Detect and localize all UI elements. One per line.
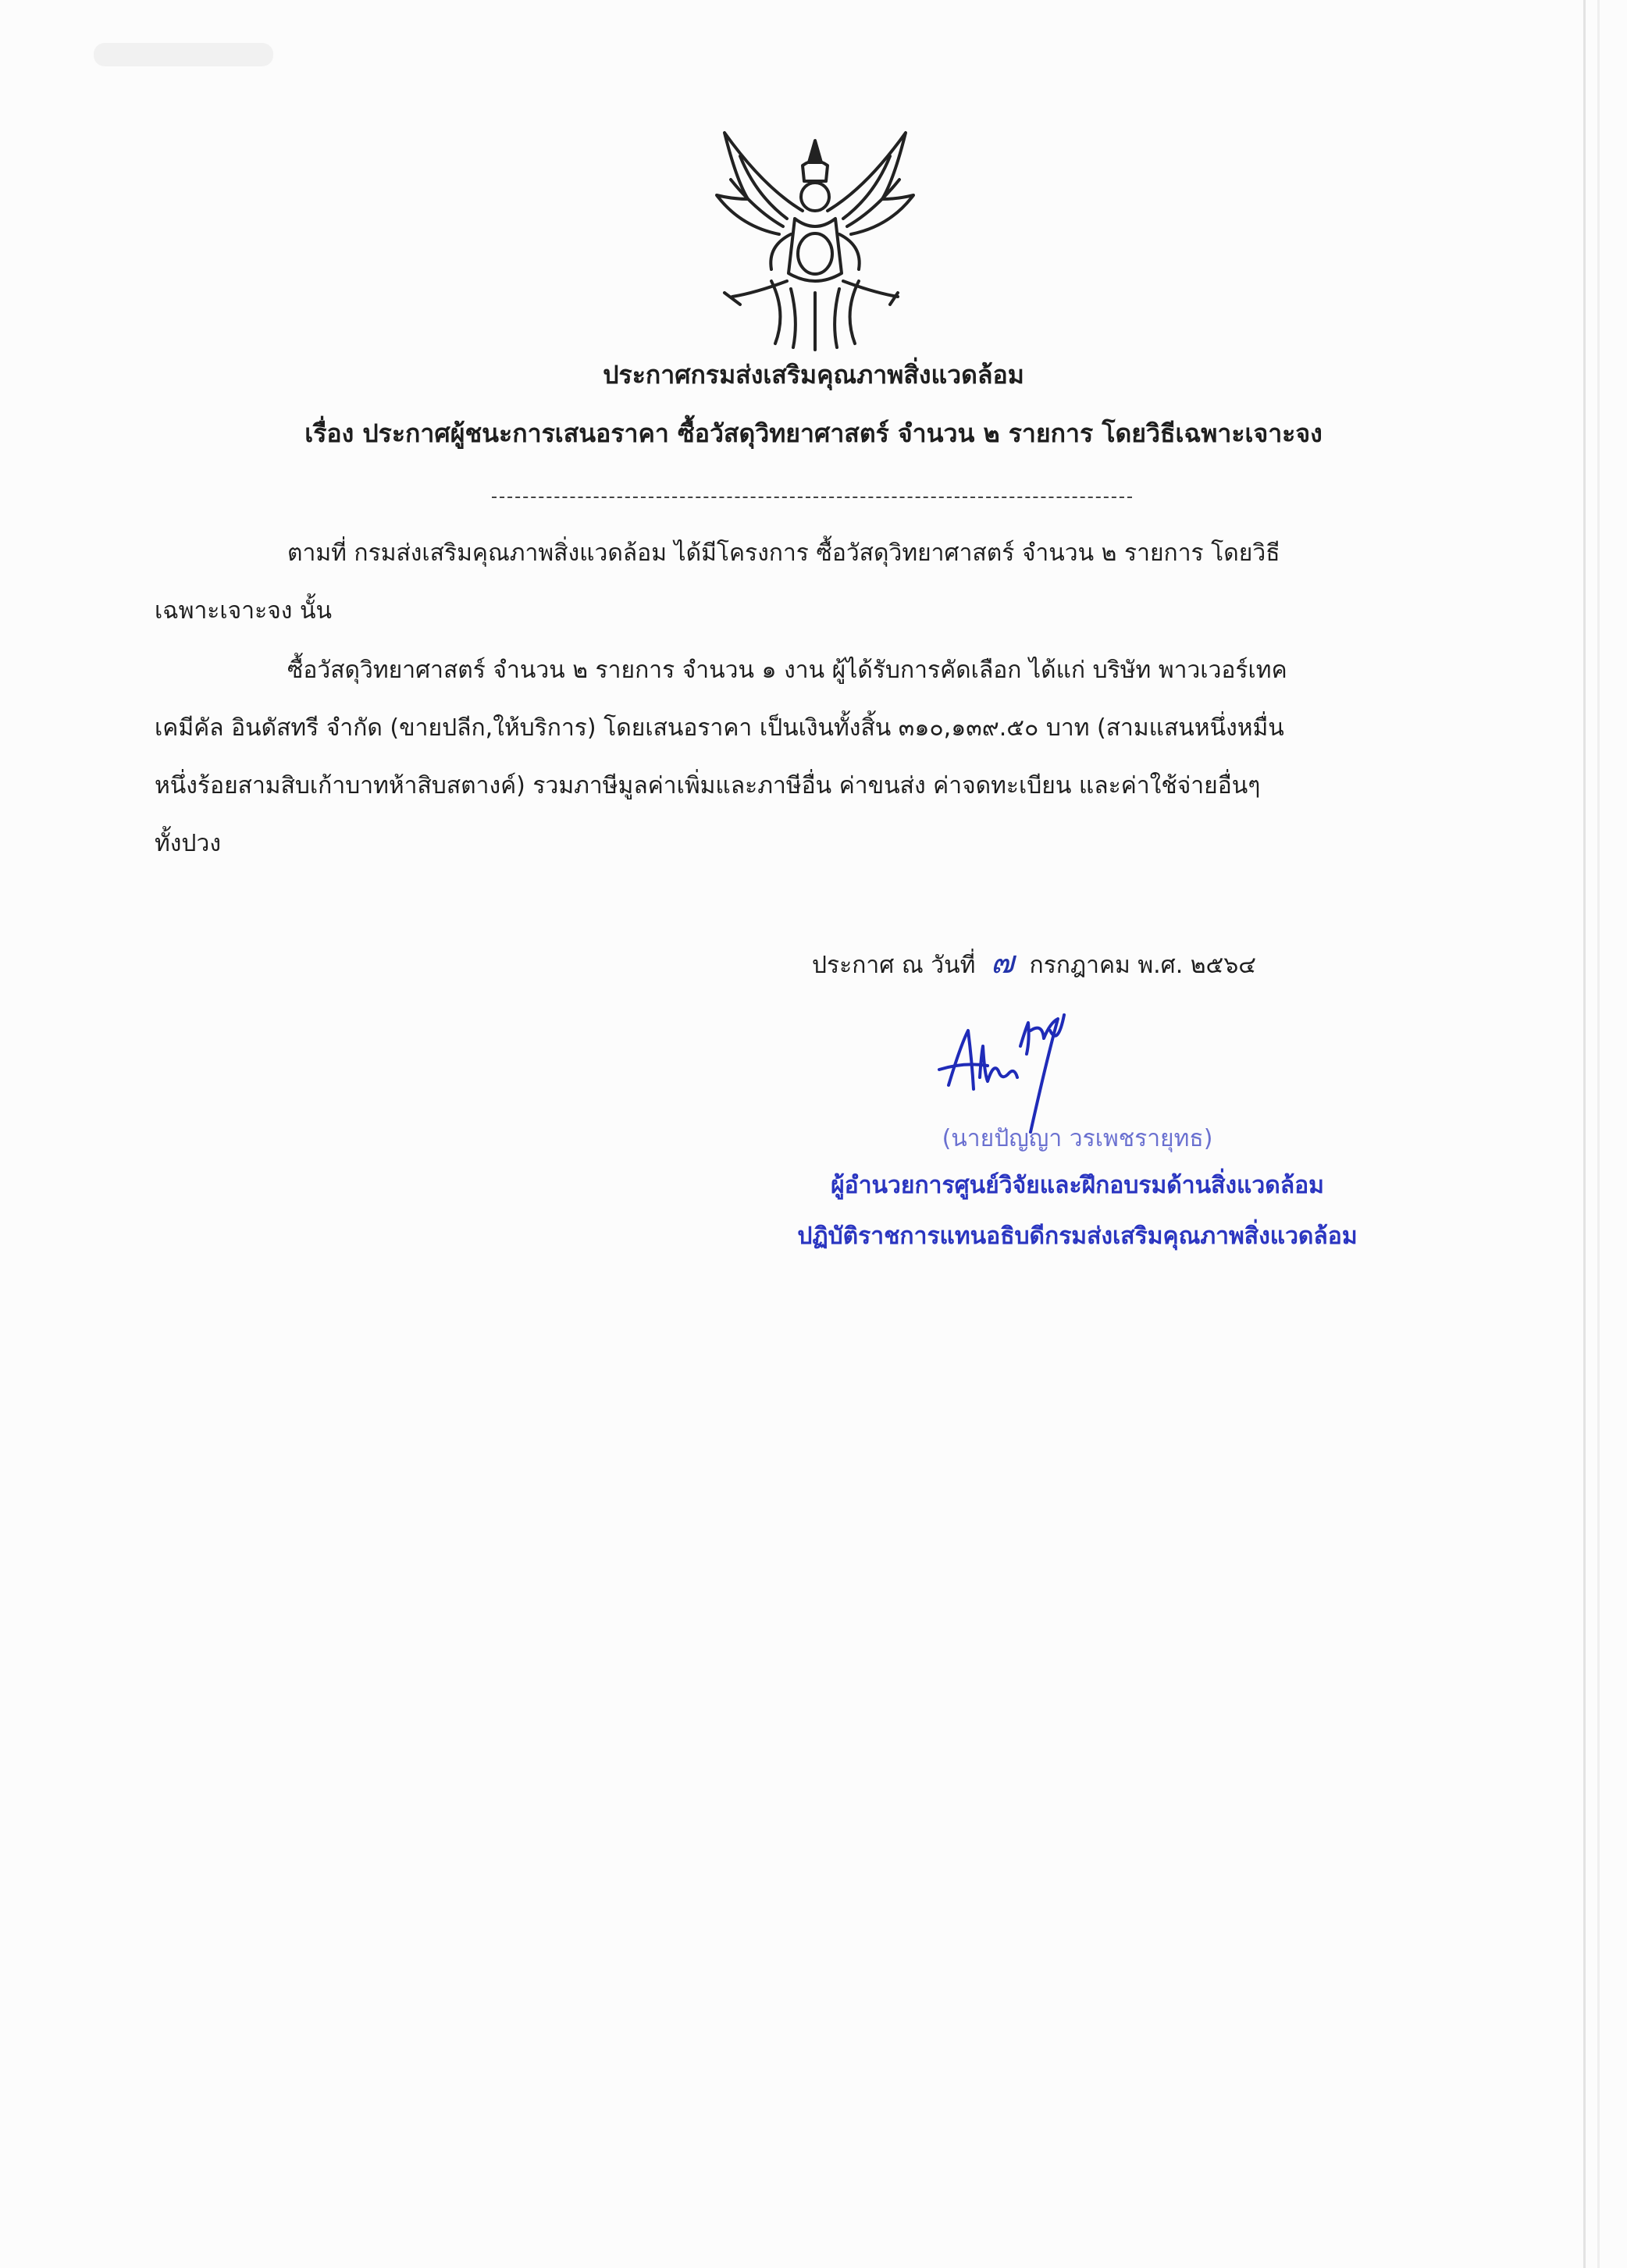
paragraph-line: เฉพาะเจาะจง นั้น [155,597,332,625]
paragraph-intro [155,525,1451,640]
scan-edge-line [1583,0,1586,2268]
garuda-emblem-icon [693,125,937,351]
scan-smudge [94,43,273,66]
date-day: ๗ [990,945,1014,981]
signatory-name: (นายปัญญา วรเพชรายุทธ) [942,1125,1213,1152]
document-subject: เรื่อง ประกาศผู้ชนะการเสนอราคา ซื้อวัสดุวิทยาศาสตร์ จำนวน ๒ รายการ โดยวิธีเฉพาะเจาะจง [304,418,1323,448]
signatory-acting-position: ปฏิบัติราชการแทนอธิบดีกรมส่งเสริมคุณภาพสิ่งแวดล้อม [797,1223,1358,1250]
separator-line [492,497,1132,498]
paragraph-award [155,642,1451,873]
paragraph-line: ทั้งปวง [155,830,221,857]
handwritten-signature [933,999,1136,1140]
document-title: ประกาศกรมส่งเสริมคุณภาพสิ่งแวดล้อม [603,360,1024,390]
paragraph-line: ตามที่ กรมส่งเสริมคุณภาพสิ่งแวดล้อม ได้มีโครงการ ซื้อวัสดุวิทยาศาสตร์ จำนวน ๒ รายการ โดยวิธี [287,539,1280,567]
announcement-date [812,937,1256,987]
paragraph-line: หนึ่งร้อยสามสิบเก้าบาทห้าสิบสตางค์) รวมภาษีมูลค่าเพิ่มและภาษีอื่น ค่าขนส่ง ค่าจดทะเบียน และค่าใช้จ่ายอื่นๆ [155,772,1261,799]
scan-edge-line [1597,0,1600,2268]
date-prefix: ประกาศ ณ วันที่ [812,952,976,979]
signatory-position: ผู้อำนวยการศูนย์วิจัยและฝึกอบรมด้านสิ่งแวดล้อม [831,1172,1324,1199]
paragraph-line: เคมีคัล อินดัสทรี จำกัด (ขายปลีก,ให้บริการ) โดยเสนอราคา เป็นเงินทั้งสิ้น ๓๑๐,๑๓๙.๕๐ บาท (สามแสนหนึ่งหมื่น [155,714,1284,742]
paragraph-line: ซื้อวัสดุวิทยาศาสตร์ จำนวน ๒ รายการ จำนวน ๑ งาน ผู้ได้รับการคัดเลือก ได้แก่ บริษัท พาวเวอร์เทค [287,657,1287,684]
date-month-year: กรกฎาคม พ.ศ. ๒๕๖๔ [1029,952,1256,979]
